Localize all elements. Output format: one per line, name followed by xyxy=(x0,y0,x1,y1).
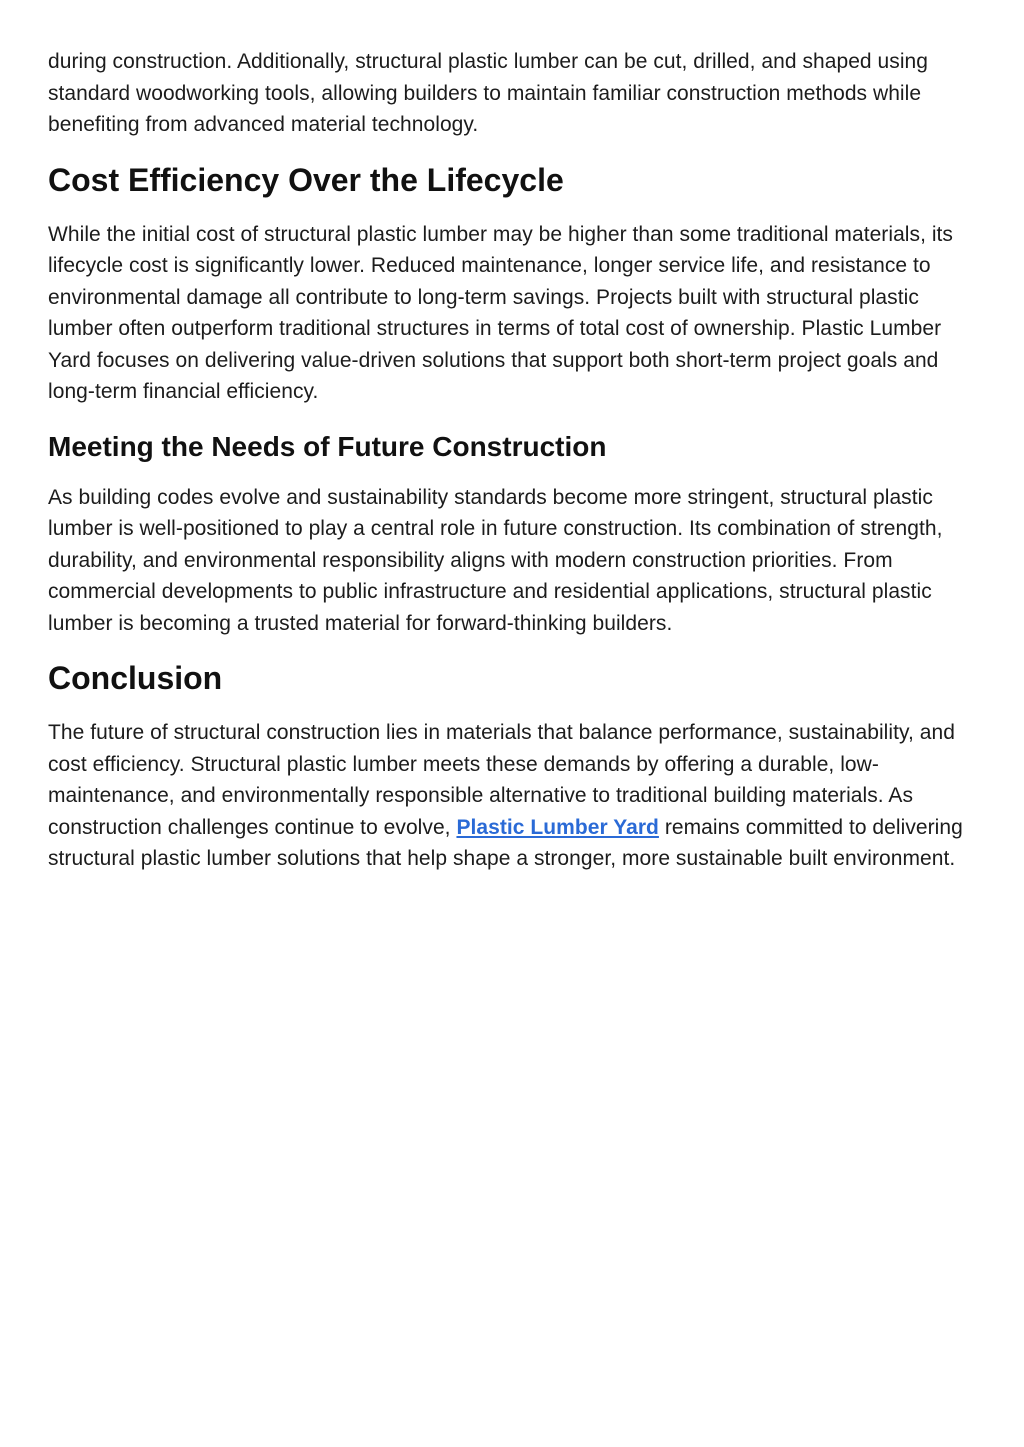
plastic-lumber-yard-link[interactable]: Plastic Lumber Yard xyxy=(456,815,659,839)
paragraph-cost-efficiency: While the initial cost of structural plastic lumber may be higher than some traditional materials, its lifecycle cost is significantly lower. Reduced maintenance, longer service life, and resistance to environmental damage all contribute to long-term savings. Projects built with structural plastic lumber often outperform traditional structures in terms of total cost of ownership. Plastic Lumber Yard focuses on delivering value-driven solutions that support both short-term project goals and long-term financial efficiency. xyxy=(48,222,953,403)
heading-conclusion: Conclusion xyxy=(48,660,223,696)
paragraph-future-construction: As building codes evolve and sustainability standards become more stringent, structural plastic lumber is well-positioned to play a central role in future construction. Its combination of strength, durability, and environmental responsibility aligns with modern construction priorities. From commercial developments to public infrastructure and residential applications, structural plastic lumber is becoming a trusted material for forward-thinking builders. xyxy=(48,485,943,635)
conclusion-text-after-link: remains committed to delivering structural plastic lumber solutions that help shape a stronger, more sustainable built environment. xyxy=(48,815,963,870)
paragraph-conclusion xyxy=(48,717,976,875)
heading-future-construction: Meeting the Needs of Future Construction xyxy=(48,430,607,462)
heading-cost-efficiency: Cost Efficiency Over the Lifecycle xyxy=(48,161,564,198)
conclusion-text-before-link: The future of structural construction lies in materials that balance performance, sustainability, and cost efficiency. Structural plastic lumber meets these demands by offering a durable, low-maintenance, and environmentally responsible alternative to traditional building materials. As construction challenges continue to evolve, xyxy=(48,721,955,839)
intro-paragraph: during construction. Additionally, structural plastic lumber can be cut, drilled, and shaped using standard woodworking tools, allowing builders to maintain familiar construction methods while benefiting from advanced material technology. xyxy=(48,50,928,136)
